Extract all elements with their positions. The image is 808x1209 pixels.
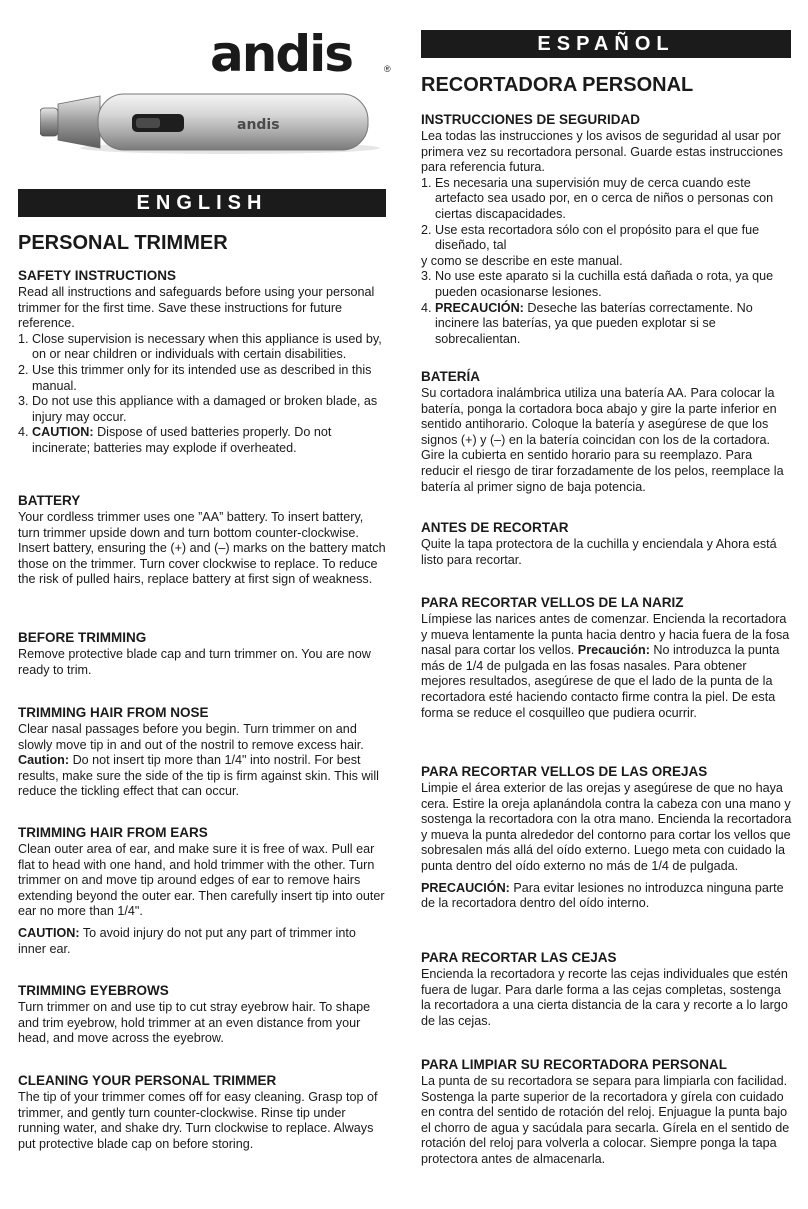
english-language-bar: ENGLISH [18, 189, 386, 217]
caution-text: Para evitar lesiones no introduzca ninguna parte de la recortadora dentro del oído interno. [421, 880, 784, 911]
caution-label: PRECAUCIÓN: [421, 880, 510, 895]
nose-text-part2: No introduzca la punta más de 1/4 de pulgada en las fosas nasales. Para obtener mejores resultados, asegúrese de que el lado de la punta de la recortadora esté haciendo contacto firme contra la piel. De esta forma se reduce el cosquilleo que pudiera ocurrir. [421, 643, 780, 720]
section-heading: INSTRUCCIONES DE SEGURIDAD [421, 112, 641, 127]
english-ears-section [18, 825, 386, 957]
section-heading: TRIMMING HAIR FROM EARS [18, 825, 208, 840]
caution-label: CAUTION: [32, 425, 94, 440]
section-text: Encienda la recortadora y recorte las cejas individuales que estén fuera de lugar. Para darle forma a las cejas completas, sostenga la recortadora a una cierta distancia de la cara y recorte a lo largo de las cejas. [421, 967, 788, 1028]
english-cleaning-section [18, 1073, 386, 1152]
list-item: 1. Es necesaria una supervisión muy de cerca cuando este artefacto sea usado por, en o cerca de niños o personas con ciertas discapacidades. [421, 175, 774, 221]
caution-label: PRECAUCIÓN: [435, 300, 524, 315]
section-heading: PARA RECORTAR VELLOS DE LAS OREJAS [421, 764, 708, 779]
registered-mark: ® [384, 64, 391, 74]
section-text: Su cortadora inalámbrica utiliza una batería AA. Para colocar la batería, ponga la cortadora boca abajo y gire la parte inferior en sentido antihorario. Coloque la batería y asegúrese de que los signos (+) y (–) en la batería coincidan con los de la cortadora. Gire la cubierta en sentido horario para su reemplazo. Para reducir el riesgo de tirar forzadamente de los pelos, reemplace la batería al primer signo de baja potencia. [421, 386, 784, 494]
english-title: PERSONAL TRIMMER [18, 232, 228, 254]
list-item [18, 425, 386, 456]
nose-text-part1: Límpiese las narices antes de comenzar. Encienda la recortadora y mueva lentamente la punta hacia dentro y hacia fuera de la fosa nasal para cortar los vellos. [421, 612, 790, 658]
list-item: 1. Close supervision is necessary when this appliance is used by, on or near children or individuals with certain disabilities. [18, 331, 382, 362]
spanish-language-bar: ESPAÑOL [421, 30, 791, 58]
spanish-battery-section [421, 369, 793, 495]
spanish-safety-section [421, 112, 793, 347]
list-item: 2. Use this trimmer only for its intended use as described in this manual. [18, 362, 372, 393]
english-nose-section [18, 705, 386, 800]
caution-paragraph [421, 881, 793, 912]
spanish-ears-section [421, 764, 793, 912]
section-heading: BEFORE TRIMMING [18, 630, 147, 645]
spanish-nose-section [421, 595, 793, 721]
section-heading: TRIMMING EYEBROWS [18, 983, 169, 998]
caution-text: Dispose of used batteries properly. Do not incinerate; batteries may explode if overheated. [32, 425, 332, 455]
nose-text-part1: Clear nasal passages before you begin. Turn trimmer on and slowly move tip in and out of the nostril to remove excess hair. [18, 722, 364, 752]
section-text [18, 722, 386, 800]
nose-text-part2: Do not insert tip more than 1/4" into nostril. For best results, make sure the side of the tip is firm against skin. This will reduce the tickling effect that can occur. [18, 753, 379, 799]
caution-text: To avoid injury do not put any part of trimmer into inner ear. [18, 925, 356, 956]
section-heading: CLEANING YOUR PERSONAL TRIMMER [18, 1073, 277, 1088]
trimmer-illustration [40, 90, 380, 160]
brand-logo [210, 25, 391, 83]
english-eyebrows-section [18, 983, 386, 1047]
caution-label: CAUTION: [18, 925, 80, 940]
section-heading: TRIMMING HAIR FROM NOSE [18, 705, 209, 720]
section-text [421, 612, 793, 721]
section-heading: BATTERY [18, 493, 81, 508]
section-text: The tip of your trimmer comes off for easy cleaning. Grasp top of trimmer, and gently turn counter-clockwise. Rinse tip under running water, and shake dry. Turn clockwise to replace. Always put protective blade cap on before storing. [18, 1090, 378, 1151]
section-heading: ANTES DE RECORTAR [421, 520, 569, 535]
section-heading: PARA RECORTAR VELLOS DE LA NARIZ [421, 595, 684, 610]
caution-label: Caution: [18, 753, 70, 768]
spanish-before-section [421, 520, 793, 568]
section-text: Clean outer area of ear, and make sure it is free of wax. Pull ear flat to head with one hand, and hold trimmer with the other. Turn trimmer on and move tip around edges of ear to remove hairs extending beyond the outer ear. Then carefully insert tip into outer ear no more than 1/4". [18, 842, 385, 919]
brand-name: andis [210, 25, 353, 83]
spanish-title: RECORTADORA PERSONAL [421, 74, 694, 96]
list-item [421, 301, 793, 348]
item-number: 4. [18, 425, 33, 440]
spanish-cleaning-section [421, 1057, 793, 1168]
caution-paragraph [18, 926, 386, 957]
item-number: 4. [421, 300, 436, 315]
english-safety-section [18, 268, 386, 457]
caution-label: Precaución: [577, 643, 650, 658]
safety-list [421, 176, 793, 348]
section-text: La punta de su recortadora se separa para limpiarla con facilidad. Sostenga la parte superior de la recortadora y gírela con cuidado en contra del sentido de rotación del reloj. Enjuague la punta bajo el chorro de agua y sacúdala para secarla. Gírela en el sentido de rotación del reloj para volverla a colocar. Siempre ponga la tapa protectora antes de almacenarla. [421, 1074, 790, 1166]
caution-text: Deseche las baterías correctamente. No incinere las baterías, ya que pueden explotar si se sobrecalientan. [435, 300, 753, 346]
section-heading: PARA RECORTAR LAS CEJAS [421, 950, 617, 965]
list-item: y como se describe en este manual. [421, 253, 623, 268]
list-item: 3. No use este aparato si la cuchilla está dañada o rota, ya que pueden ocasionarse lesiones. [421, 269, 774, 299]
list-item: 3. Do not use this appliance with a damaged or broken blade, as injury may occur. [18, 394, 378, 424]
list-item: 2. Use esta recortadora sólo con el propósito para el que fue diseñado, tal [421, 222, 760, 253]
section-text: Your cordless trimmer uses one ”AA” battery. To insert battery, turn trimmer upside down and turn bottom counter-clockwise. Insert battery, ensuring the (+) and (–) marks on the battery match those on the trimmer. Turn cover clockwise to replace. To reduce the risk of pulled hairs, replace battery at first sign of weakness. [18, 510, 386, 587]
spanish-eyebrows-section [421, 950, 793, 1029]
trimmer-logo: andis [237, 117, 280, 133]
safety-list [18, 332, 386, 457]
section-text: Quite la tapa protectora de la cuchilla y enciendala y Ahora está listo para recortar. [421, 537, 777, 567]
section-text: Lea todas las instrucciones y los avisos de seguridad al usar por primera vez su recortadora personal. Guarde estas instrucciones para referencia futura. [421, 129, 783, 175]
english-before-section [18, 630, 386, 678]
section-heading: SAFETY INSTRUCTIONS [18, 268, 177, 283]
english-battery-section [18, 493, 386, 588]
section-text: Turn trimmer on and use tip to cut stray eyebrow hair. To shape and trim eyebrow, hold trimmer at an even distance from your head, and move across the eyebrow. [18, 1000, 371, 1046]
section-text: Limpie el área exterior de las orejas y asegúrese de que no haya cera. Estire la oreja aplanándola contra la cabeza con una mano y sostenga la recortadora con la otra mano. Encienda la recortadora y mueva la punta alrededor del contorno para cortar los vellos que sobresalen más allá del oído externo. Luego meta con cuidado la punta dentro del oído externo no más de 1/4 de pulgada. [421, 781, 792, 873]
section-text: Read all instructions and safeguards before using your personal trimmer for the first time. Save these instructions for future reference. [18, 285, 375, 331]
section-heading: BATERÍA [421, 369, 480, 384]
section-text: Remove protective blade cap and turn trimmer on. You are now ready to trim. [18, 647, 371, 677]
section-heading: PARA LIMPIAR SU RECORTADORA PERSONAL [421, 1057, 728, 1072]
